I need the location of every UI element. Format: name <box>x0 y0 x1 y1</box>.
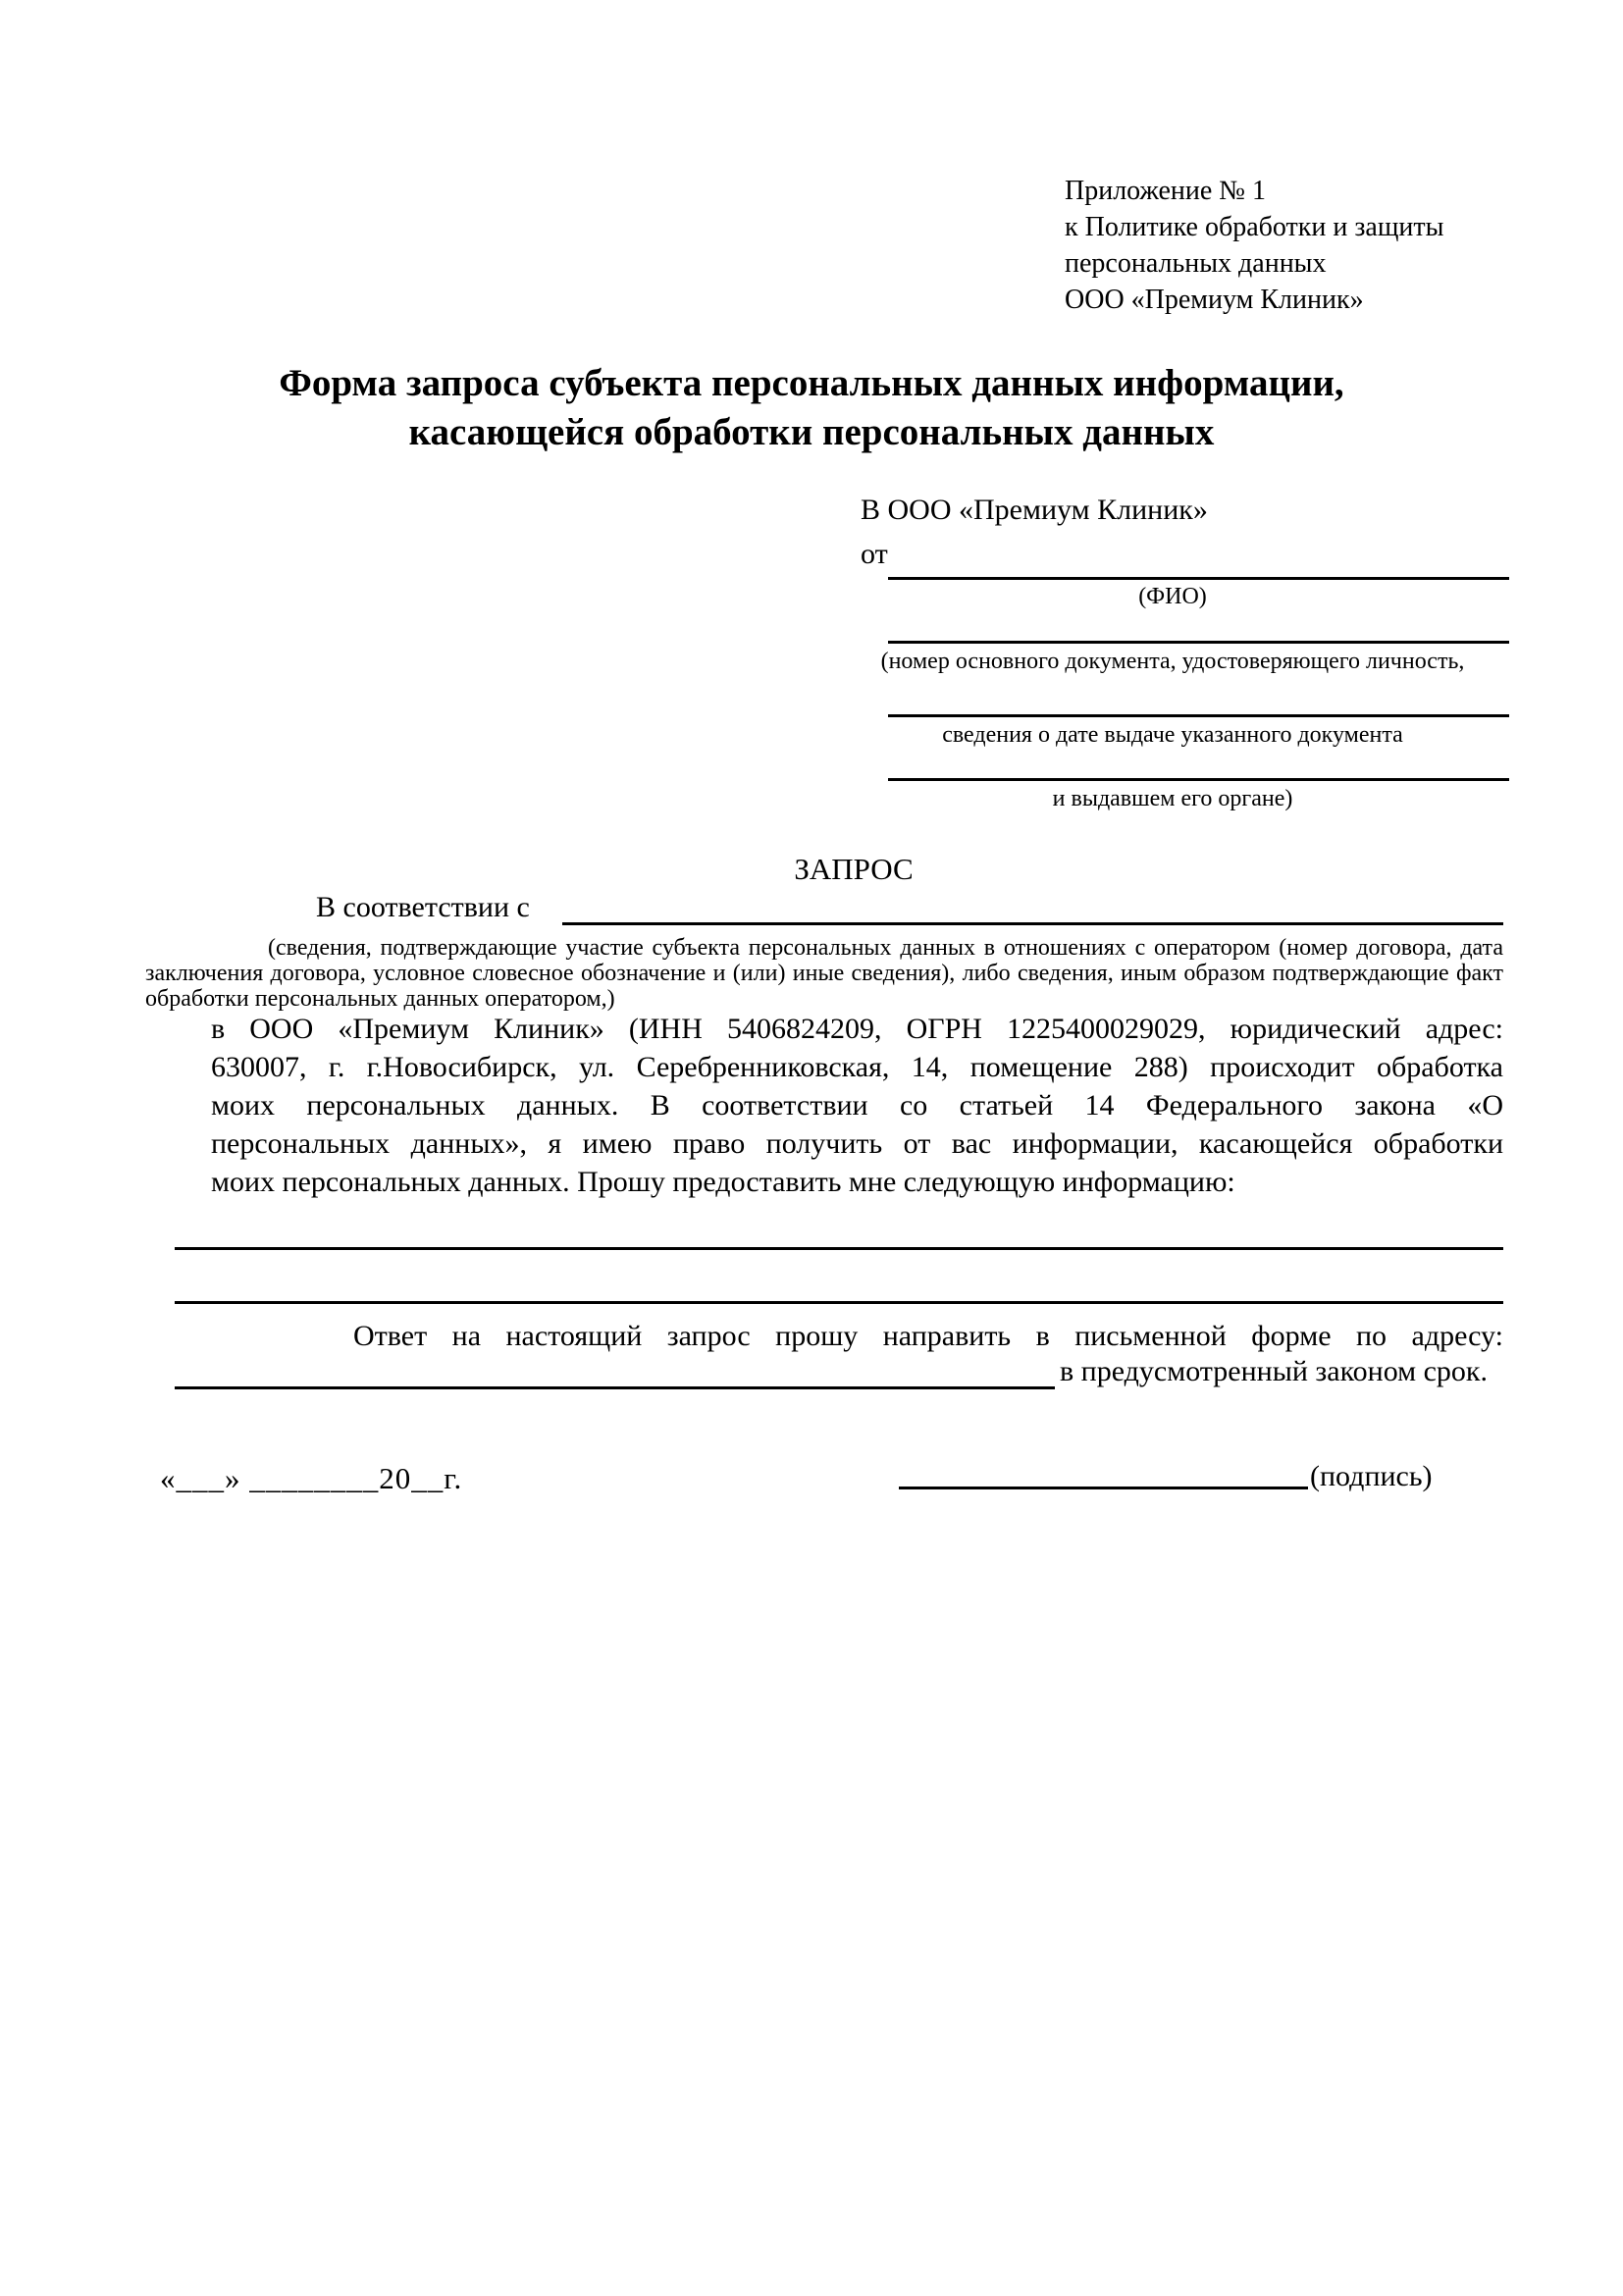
address-field-line[interactable] <box>175 1386 1055 1389</box>
fio-field-line[interactable] <box>888 577 1509 580</box>
issuing-authority-caption: и выдавшем его органе) <box>1052 786 1293 811</box>
signature-caption: (подпись) <box>1310 1460 1433 1492</box>
addressee-line: В ООО «Премиум Клиник» <box>861 494 1208 526</box>
reply-text: Ответ на настоящий запрос прошу направить в письменной форме по адресу: <box>353 1320 1503 1352</box>
info-field-line-1[interactable] <box>175 1247 1503 1250</box>
date-field[interactable]: «___» ________20__г. <box>160 1461 463 1495</box>
footnote-line: (сведения, подтверждающие участие субъекта персональных данных в отношениях с оператором (номер договора, дата <box>268 935 1503 961</box>
footnote-line: обработки персональных данных оператором,) <box>145 986 615 1012</box>
appendix-line: к Политике обработки и защиты <box>1065 212 1444 242</box>
body-line: в ООО «Премиум Клиник» (ИНН 5406824209, ОГРН 1225400029029, юридический адрес: <box>211 1013 1503 1045</box>
body-line: персональных данных», я имею право получить от вас информации, касающейся обработки <box>211 1127 1503 1160</box>
info-field-line-2[interactable] <box>175 1301 1503 1304</box>
from-label: от <box>861 538 888 570</box>
fio-caption: (ФИО) <box>1138 584 1207 609</box>
issue-date-caption: сведения о дате выдаче указанного документа <box>942 722 1403 748</box>
issuing-authority-field-line[interactable] <box>888 778 1509 781</box>
signature-field-line[interactable] <box>899 1487 1308 1489</box>
request-heading: ЗАПРОС <box>794 852 914 886</box>
reply-tail: в предусмотренный законом срок. <box>1060 1355 1488 1387</box>
body-line: моих персональных данных. В соответствии со статьей 14 Федерального закона «О <box>211 1089 1503 1122</box>
form-title-line-2: касающейся обработки персональных данных <box>408 411 1215 453</box>
body-line: моих персональных данных. Прошу предоставить мне следующую информацию: <box>211 1166 1235 1198</box>
id-document-field-line[interactable] <box>888 641 1509 644</box>
addressee-block <box>861 488 1208 576</box>
footnote <box>145 935 1503 1012</box>
footnote-line: заключения договора, условное словесное обозначение и (или) иные сведения), либо сведения, иным образом подтверждающие факт <box>145 961 1503 986</box>
body-line: 630007, г. г.Новосибирск, ул. Серебренниковская, 14, помещение 288) происходит обработка <box>211 1051 1503 1083</box>
appendix-note <box>1065 173 1443 318</box>
id-document-caption: (номер основного документа, удостоверяющего личность, <box>880 649 1465 674</box>
intro-text: В соответствии с <box>316 891 530 923</box>
appendix-line: Приложение № 1 <box>1065 176 1266 206</box>
issue-date-field-line[interactable] <box>888 714 1509 717</box>
basis-field-line[interactable] <box>562 922 1503 925</box>
appendix-line: ООО «Премиум Клиник» <box>1065 285 1364 315</box>
appendix-line: персональных данных <box>1065 248 1327 279</box>
form-title <box>130 359 1493 457</box>
request-body <box>211 1010 1503 1201</box>
form-title-line-1: Форма запроса субъекта персональных данных информации, <box>279 362 1344 404</box>
